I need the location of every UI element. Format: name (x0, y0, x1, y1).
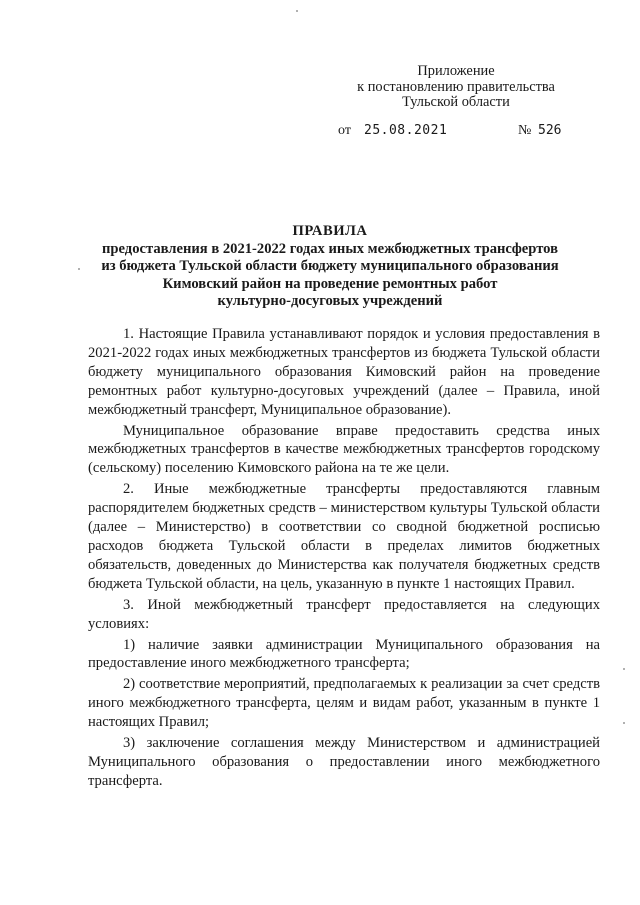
title-heading: ПРАВИЛА (292, 223, 368, 239)
title-line-4: культурно-досуговых учреждений (217, 293, 443, 309)
condition-1: 1) наличие заявки администрации Муниципального образования на предоставление иного межбюджетного трансферта; (88, 636, 600, 672)
paragraph-1-addendum: Муниципальное образование вправе предоставить средства иных межбюджетных трансфертов в качестве межбюджетных трансфертов городскому (сельскому) поселению Кимовского района на те же цели. (88, 422, 600, 477)
resolution-number-line (0, 122, 640, 140)
scan-speck (78, 268, 80, 270)
date-prefix: от (338, 123, 351, 138)
scan-speck (296, 10, 298, 12)
number-sign: № (518, 123, 532, 138)
paragraph-3: 3. Иной межбюджетный трансферт предоставляется на следующих условиях: (88, 596, 600, 632)
scan-speck (623, 722, 625, 724)
appendix-block (336, 64, 576, 111)
resolution-date: 25.08.2021 (364, 123, 448, 138)
document-title (60, 223, 600, 311)
appendix-line-2: к постановлению правительства (357, 78, 555, 95)
appendix-line-1: Приложение (417, 63, 495, 79)
condition-2: 2) соответствие мероприятий, предполагаемых к реализации за счет средств иного межбюджетного трансферта, целям и видам работ, указанным в пункте 1 настоящих Правил; (88, 676, 600, 731)
appendix-line-3: Тульской области (402, 94, 510, 110)
document-body (88, 325, 600, 793)
paragraph-2: 2. Иные межбюджетные трансферты предоставляются главным распорядителем бюджетных средств – министерством культуры Тульской области (далее – Министерство) в соответствии со сводной бюджетной росписью расходов бюджета Тульской области в пределах лимитов бюджетных обязательств, доведенных до Министерства как получателя бюджетных средств бюджета Тульской области, на цель, указанную в пункте 1 настоящих Правил. (88, 481, 600, 592)
paragraph-1: 1. Настоящие Правила устанавливают порядок и условия предоставления в 2021-2022 годах иных межбюджетных трансфертов из бюджета Тульской области бюджету муниципального образования Кимовский район на проведение ремонтных работ культурно-досуговых учреждений (далее – Правила, иной межбюджетный трансферт, Муниципальное образование). (88, 326, 600, 418)
title-line-2: из бюджета Тульской области бюджету муниципального образования (101, 258, 559, 274)
title-line-3: Кимовский район на проведение ремонтных работ (162, 275, 498, 292)
resolution-number: 526 (538, 123, 562, 138)
condition-3: 3) заключение соглашения между Министерством и администрацией Муниципального образования о предоставлении иного межбюджетного трансферта. (88, 735, 600, 789)
scan-speck (623, 668, 625, 670)
title-line-1: предоставления в 2021-2022 годах иных межбюджетных трансфертов (102, 240, 558, 257)
